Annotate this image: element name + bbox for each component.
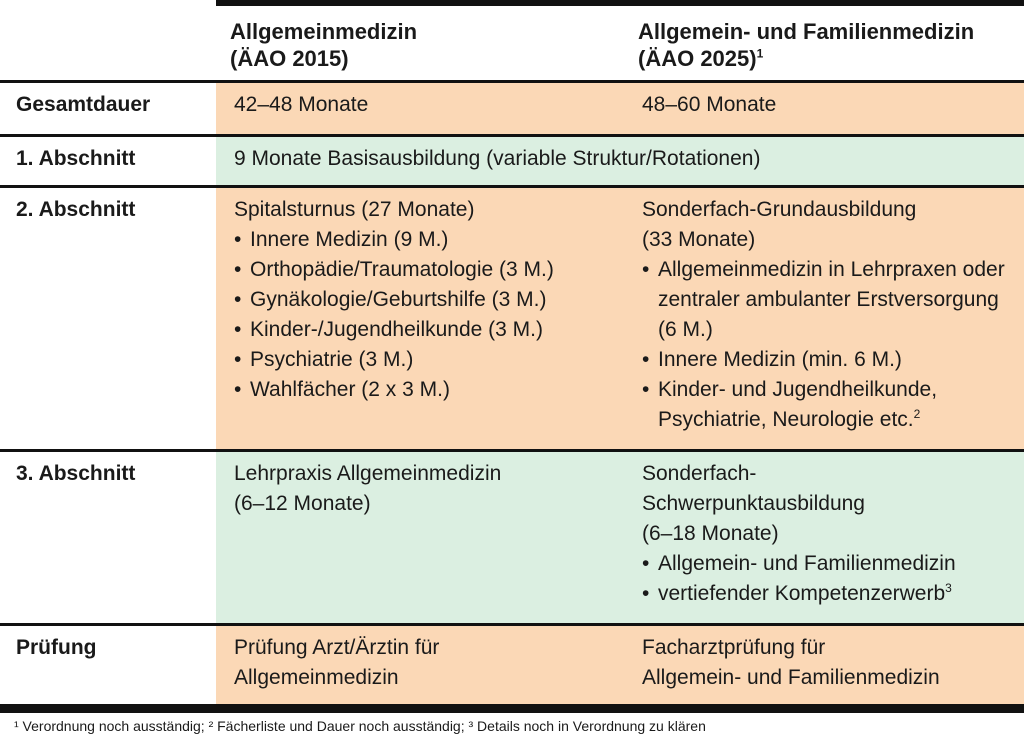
cell-pruefung-2015 [216, 624, 624, 705]
header-row [0, 3, 1024, 81]
header-col3-line2-wrap [638, 45, 1024, 72]
header-col2-line1: Allgemeinmedizin [230, 19, 418, 44]
list-item [642, 579, 1014, 609]
cell-abschnitt-2-2025 [624, 186, 1024, 450]
spitalsturnus-heading: Spitalsturnus (27 Monate) [234, 197, 475, 221]
schwerpunkt-heading1: Sonderfach- [642, 461, 757, 485]
schwerpunkt-list [642, 549, 1014, 609]
row-gesamtdauer [0, 81, 1024, 135]
lehrpraxis-line1: Lehrpraxis Allgemeinmedizin [234, 461, 502, 485]
footnote-ref-3: 3 [945, 580, 952, 595]
list-item: • Allgemein- und Familienmedizin [642, 549, 1014, 579]
header-col2-line2: (ÄAO 2015) [230, 46, 349, 71]
footnote-ref-2: 2 [913, 406, 921, 421]
row-label-abschnitt-1: 1. Abschnitt [0, 135, 216, 186]
list-item: • Innere Medizin (min. 6 M.) [642, 345, 1014, 375]
list-item: • Orthopädie/Traumatologie (3 M.) [234, 255, 614, 285]
row-abschnitt-3 [0, 450, 1024, 624]
list-item: • Wahlfächer (2 x 3 M.) [234, 375, 614, 405]
pruefung-2015-line2: Allgemeinmedizin [234, 665, 399, 689]
cell-abschnitt-3-2025 [624, 450, 1024, 624]
cell-gesamtdauer-2015: 42–48 Monate [216, 81, 624, 135]
schwerpunkt-duration: (6–18 Monate) [642, 521, 779, 545]
bottom-rule [0, 707, 1024, 713]
list-item: • Gynäkologie/Geburtshilfe (3 M.) [234, 285, 614, 315]
list-item-text: Kinder- und Jugendheilkunde, Psychiatrie, Neurologie etc. [658, 377, 938, 431]
header-empty-cell [0, 3, 216, 81]
cell-abschnitt-2-2015 [216, 186, 624, 450]
cell-gesamtdauer-2025: 48–60 Monate [624, 81, 1024, 135]
cell-pruefung-2025 [624, 624, 1024, 705]
schwerpunkt-heading2: Schwerpunktausbildung [642, 491, 865, 515]
header-col3-line1: Allgemein- und Familienmedizin [638, 19, 975, 44]
row-abschnitt-2 [0, 186, 1024, 450]
cell-abschnitt-1-merged: 9 Monate Basisausbildung (variable Struktur/Rotationen) [216, 135, 1024, 186]
spitalsturnus-list [234, 225, 614, 405]
header-col3-line2: (ÄAO 2025) [638, 46, 757, 71]
list-item: • Kinder-/Jugendheilkunde (3 M.) [234, 315, 614, 345]
grundausbildung-duration: (33 Monate) [642, 227, 756, 251]
grundausbildung-list [642, 255, 1014, 435]
row-label-abschnitt-2: 2. Abschnitt [0, 186, 216, 450]
pruefung-2015-line1: Prüfung Arzt/Ärztin für [234, 635, 440, 659]
row-label-abschnitt-3: 3. Abschnitt [0, 450, 216, 624]
footnote-text: ¹ Verordnung noch ausständig; ² Fächerliste und Dauer noch ausständig; ³ Details noch in Verordnung zu klären [0, 705, 1024, 745]
list-item: • Allgemeinmedizin in Lehrpraxen oder zentraler ambulanter Erstversorgung (6 M.) [642, 255, 1014, 345]
row-label-gesamtdauer: Gesamtdauer [0, 81, 216, 135]
pruefung-2025-line2: Allgemein- und Familienmedizin [642, 665, 940, 689]
list-item [642, 375, 1014, 435]
list-item: • Psychiatrie (3 M.) [234, 345, 614, 375]
row-pruefung [0, 624, 1024, 705]
list-item: • Innere Medizin (9 M.) [234, 225, 614, 255]
row-label-pruefung: Prüfung [0, 624, 216, 705]
header-col-aao-2015 [216, 3, 624, 81]
list-item-text: vertiefender Kompetenzerwerb [658, 581, 946, 605]
pruefung-2025-line1: Facharztprüfung für [642, 635, 826, 659]
header-col-aao-2025 [624, 3, 1024, 81]
lehrpraxis-line2: (6–12 Monate) [234, 491, 371, 515]
cell-abschnitt-3-2015 [216, 450, 624, 624]
grundausbildung-heading: Sonderfach-Grundausbildung [642, 197, 917, 221]
row-abschnitt-1 [0, 135, 1024, 186]
footnote-ref-1: 1 [756, 46, 764, 61]
